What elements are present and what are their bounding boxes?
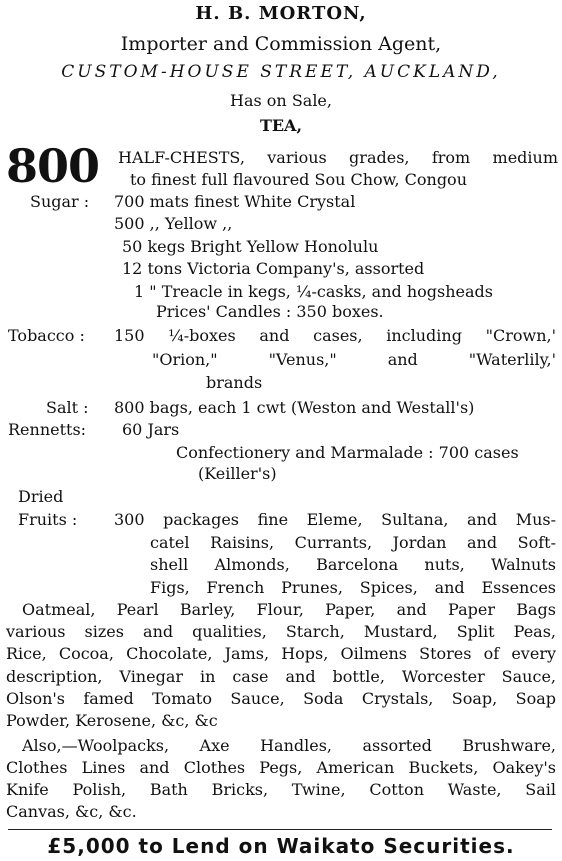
grocery-line: Powder, Kerosene, &c, &c [6, 711, 218, 730]
dried-fruits-label: Fruits : [18, 510, 78, 529]
sugar-row: 500 ,, Yellow ,, [114, 214, 233, 233]
also-line: Knife Polish, Bath Bricks, Twine, Cotton Waste, Sail [6, 780, 556, 799]
rennetts-text: 60 Jars [122, 420, 180, 439]
advertiser-address: CUSTOM-HOUSE STREET, AUCKLAND, [61, 62, 501, 82]
tobacco-line-3: brands [206, 373, 263, 392]
advertiser-title: Importer and Commission Agent, [120, 33, 442, 55]
sugar-row: 700 mats finest White Crystal [114, 192, 356, 211]
grocery-line: Rice, Cocoa, Chocolate, Jams, Hops, Oilmens Stores of every [6, 644, 556, 663]
has-on-sale: Has on Sale, [230, 91, 332, 110]
also-line: Also,—Woolpacks, Axe Handles, assorted Brushware, [22, 736, 556, 755]
footer-notice: £5,000 to Lend on Waikato Securities. [47, 834, 515, 858]
sugar-row: 50 kegs Bright Yellow Honolulu [122, 237, 379, 256]
grocery-line: Olson's famed Tomato Sauce, Soda Crystals, Soap, Soap [6, 689, 556, 708]
confectionery-line-1: Confectionery and Marmalade : 700 cases [176, 443, 519, 462]
tobacco-label: Tobacco : [8, 326, 85, 345]
tea-heading: TEA, [259, 116, 303, 135]
tobacco-line-1: 150 ¼-boxes and cases, including "Crown,' [114, 326, 556, 345]
dried-fruits-line: shell Almonds, Barcelona nuts, Walnuts [150, 555, 556, 574]
rennetts-label: Rennetts: [8, 420, 87, 439]
candles-line: Prices' Candles : 350 boxes. [156, 302, 384, 321]
tea-quantity: 800 [6, 139, 100, 193]
also-line: Canvas, &c, &c. [6, 802, 137, 821]
tea-line-2: to finest full flavoured Sou Chow, Congou [130, 170, 467, 189]
confectionery-line-2: (Keiller's) [198, 464, 277, 483]
dried-fruits-label: Dried [18, 487, 64, 506]
dried-fruits-line: catel Raisins, Currants, Jordan and Soft- [150, 533, 556, 552]
sugar-row: 12 tons Victoria Company's, assorted [122, 259, 425, 278]
divider-rule [8, 829, 552, 830]
grocery-line: Oatmeal, Pearl Barley, Flour, Paper, and Paper Bags [22, 600, 556, 619]
also-line: Clothes Lines and Clothes Pegs, American Buckets, Oakey's [6, 758, 556, 777]
sugar-row: 1 " Treacle in kegs, ¼-casks, and hogsheads [134, 282, 493, 301]
tea-line-1: HALF-CHESTS, various grades, from medium [118, 148, 558, 167]
tobacco-line-2: "Orion," "Venus," and "Waterlily,' [152, 350, 556, 369]
dried-fruits-line: Figs, French Prunes, Spices, and Essences [150, 578, 556, 597]
salt-label: Salt : [46, 398, 89, 417]
grocery-line: description, Vinegar in case and bottle, Worcester Sauce, [6, 667, 556, 686]
advertiser-name: H. B. MORTON, [195, 3, 367, 24]
salt-text: 800 bags, each 1 cwt (Weston and Westall's) [114, 398, 475, 417]
sugar-label: Sugar : [30, 192, 90, 211]
dried-fruits-line: 300 packages fine Eleme, Sultana, and Mus- [114, 510, 556, 529]
grocery-line: various sizes and qualities, Starch, Mustard, Split Peas, [6, 622, 556, 641]
